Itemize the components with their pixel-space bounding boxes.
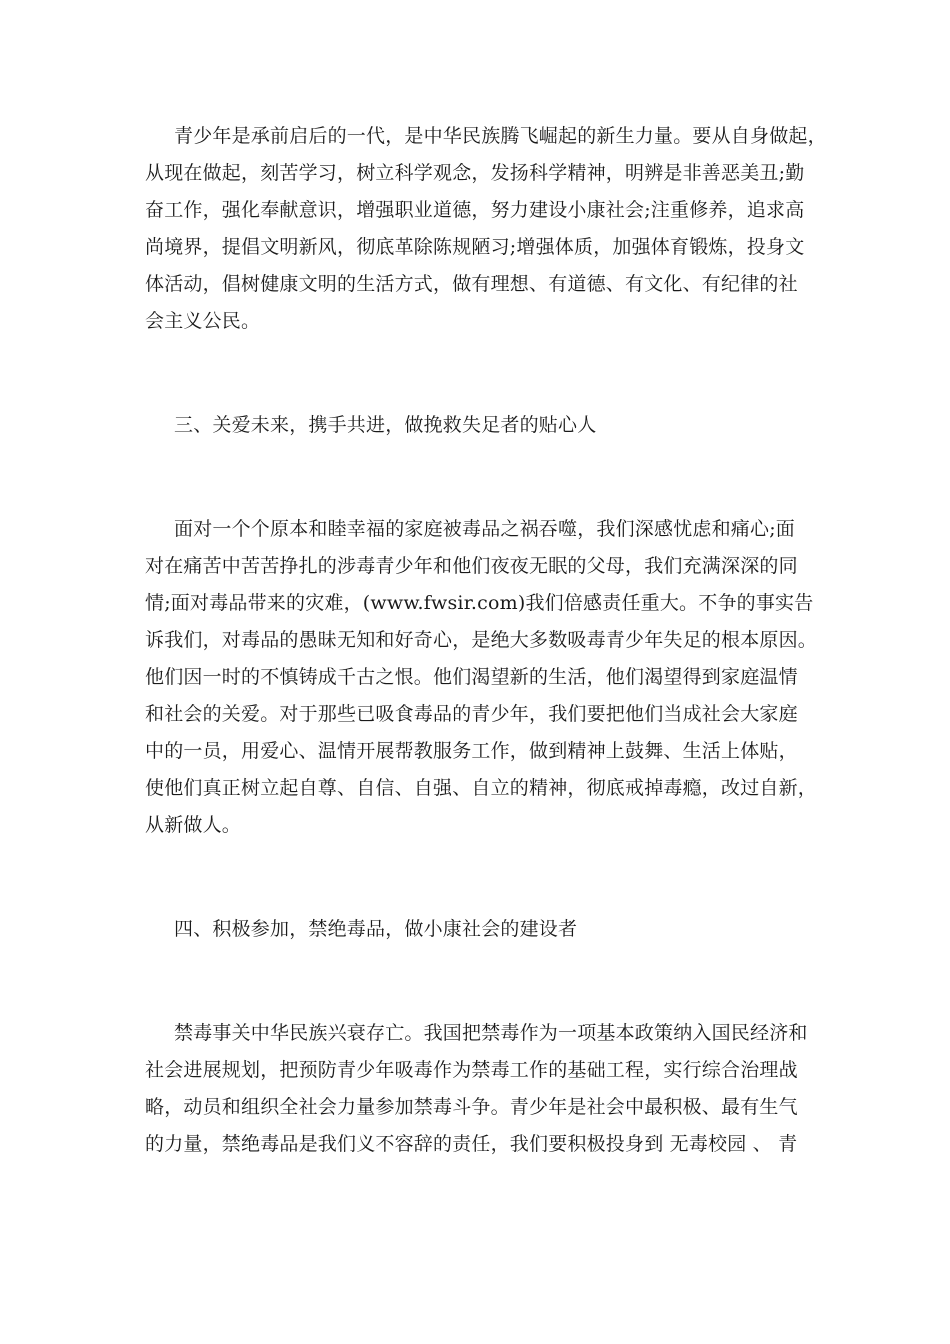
paragraph-2-line-1: 面对一个个原本和睦幸福的家庭被毒品之祸吞噬，我们深感忧虑和痛心;面 — [174, 518, 796, 540]
paragraph-2-line-5: 他们因一时的不慎铸成千古之恨。他们渴望新的生活，他们渴望得到家庭温情 — [145, 666, 798, 688]
paragraph-2-line-8: 使他们真正树立起自尊、自信、自强、自立的精神，彻底戒掉毒瘾，改过自新， — [145, 777, 818, 799]
paragraph-1-line-5: 体活动，倡树健康文明的生活方式，做有理想、有道德、有文化、有纪律的社 — [145, 273, 798, 295]
paragraph-2-line-6: 和社会的关爱。对于那些已吸食毒品的青少年，我们要把他们当成社会大家庭 — [145, 703, 798, 725]
paragraph-2-line-9: 从新做人。 — [145, 814, 242, 836]
paragraph-2-line-2: 对在痛苦中苦苦挣扎的涉毒青少年和他们夜夜无眠的父母，我们充满深深的同 — [145, 555, 798, 577]
paragraph-2-line-3: 情;面对毒品带来的灾难，(www.fwsir.com)我们倍感责任重大。不争的事实告 — [145, 592, 814, 614]
paragraph-1-line-4: 尚境界，提倡文明新风，彻底革除陈规陋习;增强体质，加强体育锻炼，投身文 — [145, 236, 805, 258]
section-heading-3: 三、关爱未来，携手共进，做挽救失足者的贴心人 — [174, 414, 597, 436]
paragraph-3-line-1: 禁毒事关中华民族兴衰存亡。我国把禁毒作为一项基本政策纳入国民经济和 — [174, 1022, 808, 1044]
paragraph-1-line-2: 从现在做起，刻苦学习，树立科学观念，发扬科学精神，明辨是非善恶美丑;勤 — [145, 162, 805, 184]
paragraph-3-line-3: 略，动员和组织全社会力量参加禁毒斗争。青少年是社会中最积极、最有生气 — [145, 1096, 798, 1118]
paragraph-2-line-7: 中的一员，用爱心、温情开展帮教服务工作，做到精神上鼓舞、生活上体贴， — [145, 740, 798, 762]
paragraph-1-line-6: 会主义公民。 — [145, 310, 261, 332]
paragraph-2-line-4: 诉我们，对毒品的愚昧无知和好奇心，是绝大多数吸毒青少年失足的根本原因。 — [145, 629, 818, 651]
paragraph-1-line-3: 奋工作，强化奉献意识，增强职业道德，努力建设小康社会;注重修养，追求高 — [145, 199, 805, 221]
paragraph-3-line-4: 的力量，禁绝毒品是我们义不容辞的责任，我们要积极投身到 无毒校园 、 青 — [145, 1133, 798, 1155]
paragraph-1-line-1: 青少年是承前启后的一代，是中华民族腾飞崛起的新生力量。要从自身做起， — [174, 125, 827, 147]
paragraph-3-line-2: 社会进展规划，把预防青少年吸毒作为禁毒工作的基础工程，实行综合治理战 — [145, 1059, 798, 1081]
section-heading-4: 四、积极参加，禁绝毒品，做小康社会的建设者 — [174, 918, 578, 940]
